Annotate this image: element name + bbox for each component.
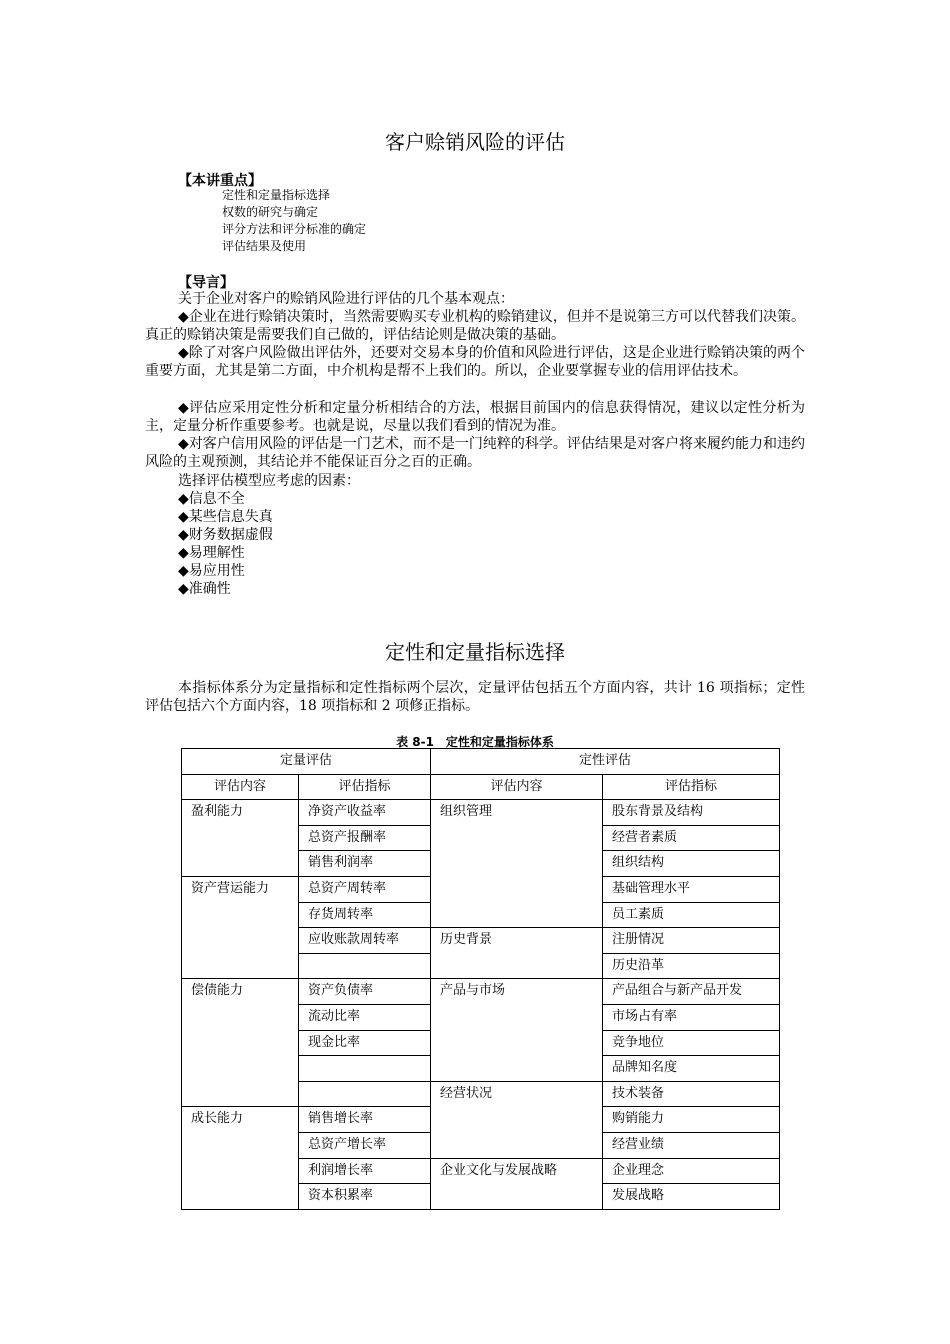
table-cell: 应收账款周转率 <box>299 928 431 954</box>
header-qual: 定性评估 <box>431 749 780 775</box>
table-cell: 资产负债率 <box>299 979 431 1005</box>
table-cell: 基础管理水平 <box>603 876 780 902</box>
table-cell: 总资产报酬率 <box>299 825 431 851</box>
section-paragraph: 本指标体系分为定量指标和定性指标两个层次，定量评估包括五个方面内容，共计 16 项指标；定性评估包括六个方面内容，18 项指标和 2 项修正指标。 <box>145 680 805 714</box>
table-cell: 总资产增长率 <box>299 1132 431 1158</box>
table-cell: 销售利润率 <box>299 851 431 877</box>
table-cell: 存货周转率 <box>299 902 431 928</box>
table-cell: 企业文化与发展战略 <box>431 1158 603 1209</box>
table-cell: 员工素质 <box>603 902 780 928</box>
focus-item: 定性和定量指标选择 <box>222 188 331 202</box>
header-indicator: 评估指标 <box>299 774 431 800</box>
table-cell: 成长能力 <box>182 1107 299 1209</box>
table-cell: 市场占有率 <box>603 1004 780 1030</box>
table-cell: 经营状况 <box>431 1081 603 1158</box>
indicator-table <box>181 748 780 1210</box>
header-indicator: 评估指标 <box>603 774 780 800</box>
intro-point: ◆除了对客户风险做出评估外，还要对交易本身的价值和风险进行评估，这是企业进行赊销决策的两个重要方面，尤其是第二方面，中介机构是帮不上我们的。所以，企业要掌握专业的信用评估技术。 <box>145 345 805 379</box>
factor-item: ◆易理解性 <box>178 545 245 561</box>
table-cell <box>299 953 431 979</box>
factor-item: ◆易应用性 <box>178 563 245 579</box>
table-cell <box>299 1056 431 1082</box>
table-cell: 竞争地位 <box>603 1030 780 1056</box>
focus-item: 权数的研究与确定 <box>222 205 319 219</box>
table-cell: 总资产周转率 <box>299 876 431 902</box>
header-content: 评估内容 <box>431 774 603 800</box>
table-cell: 品牌知名度 <box>603 1056 780 1082</box>
table-cell: 产品组合与新产品开发 <box>603 979 780 1005</box>
focus-label: 【本讲重点】 <box>178 173 262 189</box>
table-cell: 偿债能力 <box>182 979 299 1107</box>
table-cell: 销售增长率 <box>299 1107 431 1133</box>
page-title: 客户赊销风险的评估 <box>385 130 565 154</box>
table-cell <box>299 1081 431 1107</box>
table-cell: 资产营运能力 <box>182 876 299 978</box>
header-quant: 定量评估 <box>182 749 431 775</box>
table-cell: 经营者素质 <box>603 825 780 851</box>
factor-item: ◆信息不全 <box>178 491 245 507</box>
header-content: 评估内容 <box>182 774 299 800</box>
intro-lead: 关于企业对客户的赊销风险进行评估的几个基本观点： <box>178 291 514 307</box>
table-cell: 流动比率 <box>299 1004 431 1030</box>
table-cell: 组织管理 <box>431 800 603 928</box>
table-cell: 发展战略 <box>603 1184 780 1210</box>
factors-lead: 选择评估模型应考虑的因素： <box>178 473 360 489</box>
table-cell: 利润增长率 <box>299 1158 431 1184</box>
factor-item: ◆某些信息失真 <box>178 509 273 525</box>
table-cell: 盈利能力 <box>182 800 299 877</box>
focus-item: 评分方法和评分标准的确定 <box>222 222 367 236</box>
section-title: 定性和定量指标选择 <box>385 640 565 664</box>
factor-item: ◆准确性 <box>178 581 231 597</box>
table-cell: 产品与市场 <box>431 979 603 1081</box>
table-cell: 企业理念 <box>603 1158 780 1184</box>
table-cell: 技术装备 <box>603 1081 780 1107</box>
table-cell: 现金比率 <box>299 1030 431 1056</box>
table-cell: 组织结构 <box>603 851 780 877</box>
table-cell: 资本积累率 <box>299 1184 431 1210</box>
factor-item: ◆财务数据虚假 <box>178 527 273 543</box>
intro-point: ◆企业在进行赊销决策时，当然需要购买专业机构的赊销建议，但并不是说第三方可以代替我们决策。真正的赊销决策是需要我们自己做的，评估结论则是做决策的基础。 <box>145 309 805 343</box>
table-cell: 净资产收益率 <box>299 800 431 826</box>
table-cell: 注册情况 <box>603 928 780 954</box>
table-cell: 购销能力 <box>603 1107 780 1133</box>
table-cell: 历史背景 <box>431 928 603 979</box>
table-caption: 表 8-1 定性和定量指标体系 <box>396 735 554 749</box>
table-cell: 历史沿革 <box>603 953 780 979</box>
table-cell: 经营业绩 <box>603 1132 780 1158</box>
focus-item: 评估结果及使用 <box>222 239 307 253</box>
intro-point: ◆对客户信用风险的评估是一门艺术，而不是一门纯粹的科学。评估结果是对客户将来履约能力和违约风险的主观预测，其结论并不能保证百分之百的正确。 <box>145 436 805 470</box>
intro-label: 【导言】 <box>178 275 234 291</box>
table-cell: 股东背景及结构 <box>603 800 780 826</box>
intro-point: ◆评估应采用定性分析和定量分析相结合的方法，根据目前国内的信息获得情况，建议以定性分析为主，定量分析作重要参考。也就是说，尽量以我们看到的情况为准。 <box>145 400 805 434</box>
